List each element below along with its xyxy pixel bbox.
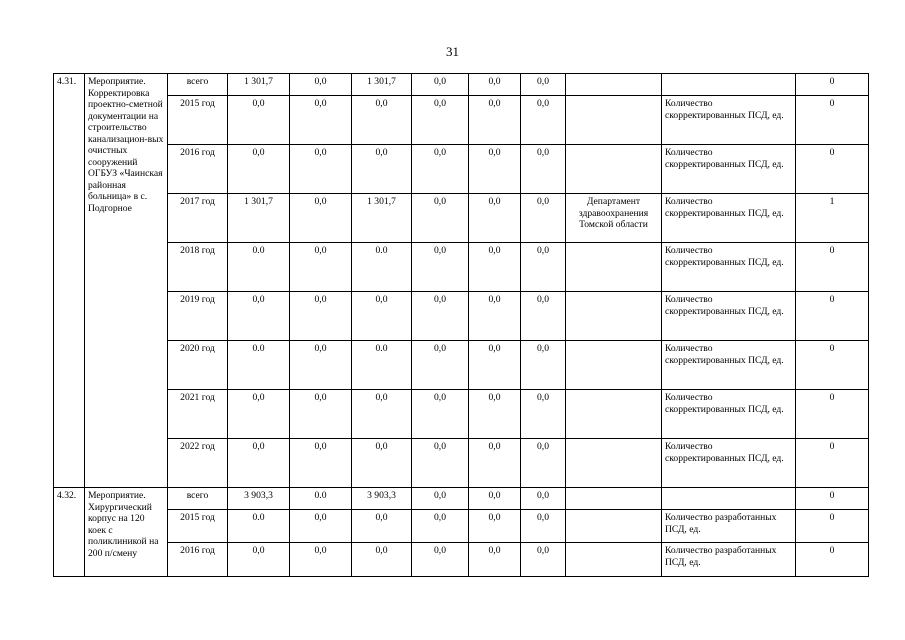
funding-extra-cell: 0,0 [521, 543, 566, 577]
funding-federal-cell: 0,0 [290, 510, 352, 543]
indicator-value-cell: 0 [796, 243, 869, 292]
period-cell: всего [168, 74, 228, 96]
funding-local-cell: 0,0 [412, 390, 469, 439]
funding-federal-cell: 0,0 [290, 145, 352, 194]
indicator-cell: Количество разработанных ПСД, ед. [662, 510, 796, 543]
funding-local-cell: 0,0 [412, 194, 469, 243]
funding-other-cell: 0,0 [469, 74, 521, 96]
table-row [54, 145, 869, 194]
funding-extra-cell: 0,0 [521, 439, 566, 488]
indicator-cell: Количество скорректированных ПСД, ед. [662, 243, 796, 292]
table-row [54, 243, 869, 292]
activity-number: 4.31. [54, 74, 85, 488]
funding-total-cell: 0,0 [228, 390, 290, 439]
funding-other-cell: 0,0 [469, 96, 521, 145]
funding-regional-cell: 0,0 [352, 390, 412, 439]
funding-total-cell: 0,0 [228, 292, 290, 341]
funding-total-cell: 0,0 [228, 145, 290, 194]
indicator-cell: Количество скорректированных ПСД, ед. [662, 145, 796, 194]
funding-federal-cell: 0,0 [290, 194, 352, 243]
period-cell: 2020 год [168, 341, 228, 390]
funding-regional-cell: 0,0 [352, 292, 412, 341]
period-cell: 2022 год [168, 439, 228, 488]
funding-other-cell: 0,0 [469, 439, 521, 488]
indicator-value-cell: 0 [796, 439, 869, 488]
funding-other-cell: 0,0 [469, 145, 521, 194]
funding-total-cell: 1 301,7 [228, 194, 290, 243]
table-row [54, 390, 869, 439]
funding-total-cell: 1 301,7 [228, 74, 290, 96]
period-cell: 2018 год [168, 243, 228, 292]
table-row [54, 341, 869, 390]
period-cell: 2017 год [168, 194, 228, 243]
funding-total-cell: 0.0 [228, 341, 290, 390]
period-cell: 2015 год [168, 96, 228, 145]
table-row [54, 510, 869, 543]
funding-local-cell: 0,0 [412, 292, 469, 341]
indicator-cell: Количество скорректированных ПСД, ед. [662, 439, 796, 488]
period-cell: 2016 год [168, 145, 228, 194]
funding-local-cell: 0,0 [412, 341, 469, 390]
table-row [54, 292, 869, 341]
funding-federal-cell: 0.0 [290, 488, 352, 510]
funding-federal-cell: 0,0 [290, 341, 352, 390]
funding-regional-cell: 0,0 [352, 439, 412, 488]
indicator-value-cell: 0 [796, 390, 869, 439]
executor-cell [566, 510, 662, 543]
funding-total-cell: 0.0 [228, 243, 290, 292]
funding-extra-cell: 0,0 [521, 74, 566, 96]
executor-cell [566, 74, 662, 96]
period-cell: 2016 год [168, 543, 228, 577]
funding-extra-cell: 0,0 [521, 243, 566, 292]
indicator-cell: Количество разработанных ПСД, ед. [662, 543, 796, 577]
executor-cell [566, 96, 662, 145]
indicator-cell [662, 74, 796, 96]
funding-extra-cell: 0,0 [521, 194, 566, 243]
period-cell: 2015 год [168, 510, 228, 543]
funding-regional-cell: 0.0 [352, 341, 412, 390]
funding-local-cell: 0,0 [412, 488, 469, 510]
table-row [54, 543, 869, 577]
funding-regional-cell: 0,0 [352, 96, 412, 145]
table-row [54, 194, 869, 243]
funding-total-cell: 3 903,3 [228, 488, 290, 510]
period-cell: всего [168, 488, 228, 510]
funding-extra-cell: 0,0 [521, 96, 566, 145]
funding-total-cell: 0,0 [228, 96, 290, 145]
indicator-value-cell: 0 [796, 543, 869, 577]
period-cell: 2019 год [168, 292, 228, 341]
funding-other-cell: 0,0 [469, 341, 521, 390]
indicator-value-cell: 0 [796, 341, 869, 390]
activity-name: Мероприятие. Хирургический корпус на 120 коек с поликлиникой на 200 п/смену [85, 488, 168, 577]
funding-local-cell: 0,0 [412, 96, 469, 145]
indicator-cell: Количество скорректированных ПСД, ед. [662, 194, 796, 243]
funding-regional-cell: 1 301,7 [352, 194, 412, 243]
funding-federal-cell: 0,0 [290, 390, 352, 439]
funding-total-cell: 0,0 [228, 439, 290, 488]
funding-federal-cell: 0,0 [290, 74, 352, 96]
funding-extra-cell: 0,0 [521, 488, 566, 510]
funding-extra-cell: 0,0 [521, 145, 566, 194]
activity-name: Мероприятие. Корректировка проектно-сметной документации на строительство канализацион-вых очистных сооружений ОГБУЗ «Чаинская районная больница» в с. Подгорное [85, 74, 168, 488]
funding-local-cell: 0,0 [412, 543, 469, 577]
funding-other-cell: 0,0 [469, 488, 521, 510]
funding-other-cell: 0,0 [469, 510, 521, 543]
funding-local-cell: 0,0 [412, 145, 469, 194]
executor-cell: Департамент здравоохранения Томской области [566, 194, 662, 243]
period-cell: 2021 год [168, 390, 228, 439]
funding-local-cell: 0,0 [412, 74, 469, 96]
indicator-value-cell: 0 [796, 74, 869, 96]
funding-federal-cell: 0,0 [290, 96, 352, 145]
funding-regional-cell: 3 903,3 [352, 488, 412, 510]
funding-other-cell: 0,0 [469, 194, 521, 243]
funding-local-cell: 0,0 [412, 510, 469, 543]
funding-extra-cell: 0,0 [521, 292, 566, 341]
program-activities-table [53, 73, 869, 577]
executor-cell [566, 145, 662, 194]
indicator-cell: Количество скорректированных ПСД, ед. [662, 292, 796, 341]
executor-cell [566, 243, 662, 292]
indicator-value-cell: 0 [796, 96, 869, 145]
table-row [54, 96, 869, 145]
indicator-value-cell: 1 [796, 194, 869, 243]
funding-regional-cell: 0.0 [352, 243, 412, 292]
indicator-value-cell: 0 [796, 145, 869, 194]
funding-regional-cell: 0,0 [352, 145, 412, 194]
page-number: 31 [446, 44, 459, 59]
funding-extra-cell: 0,0 [521, 390, 566, 439]
table-row-total [54, 74, 869, 96]
funding-regional-cell: 0,0 [352, 543, 412, 577]
indicator-value-cell: 0 [796, 488, 869, 510]
funding-federal-cell: 0,0 [290, 439, 352, 488]
funding-other-cell: 0,0 [469, 390, 521, 439]
executor-cell [566, 488, 662, 510]
funding-regional-cell: 0,0 [352, 510, 412, 543]
executor-cell [566, 543, 662, 577]
funding-total-cell: 0.0 [228, 510, 290, 543]
funding-regional-cell: 1 301,7 [352, 74, 412, 96]
funding-other-cell: 0,0 [469, 243, 521, 292]
indicator-value-cell: 0 [796, 292, 869, 341]
funding-total-cell: 0,0 [228, 543, 290, 577]
funding-other-cell: 0,0 [469, 292, 521, 341]
executor-cell [566, 341, 662, 390]
executor-cell [566, 439, 662, 488]
funding-federal-cell: 0,0 [290, 243, 352, 292]
indicator-cell: Количество скорректированных ПСД, ед. [662, 341, 796, 390]
executor-cell [566, 390, 662, 439]
executor-cell [566, 292, 662, 341]
table-row [54, 439, 869, 488]
funding-extra-cell: 0,0 [521, 510, 566, 543]
funding-federal-cell: 0,0 [290, 292, 352, 341]
funding-federal-cell: 0,0 [290, 543, 352, 577]
indicator-cell: Количество скорректированных ПСД, ед. [662, 96, 796, 145]
activity-number: 4.32. [54, 488, 85, 577]
funding-extra-cell: 0,0 [521, 341, 566, 390]
funding-local-cell: 0,0 [412, 243, 469, 292]
funding-local-cell: 0,0 [412, 439, 469, 488]
indicator-cell: Количество скорректированных ПСД, ед. [662, 390, 796, 439]
indicator-cell [662, 488, 796, 510]
funding-other-cell: 0,0 [469, 543, 521, 577]
table-row-total [54, 488, 869, 510]
indicator-value-cell: 0 [796, 510, 869, 543]
